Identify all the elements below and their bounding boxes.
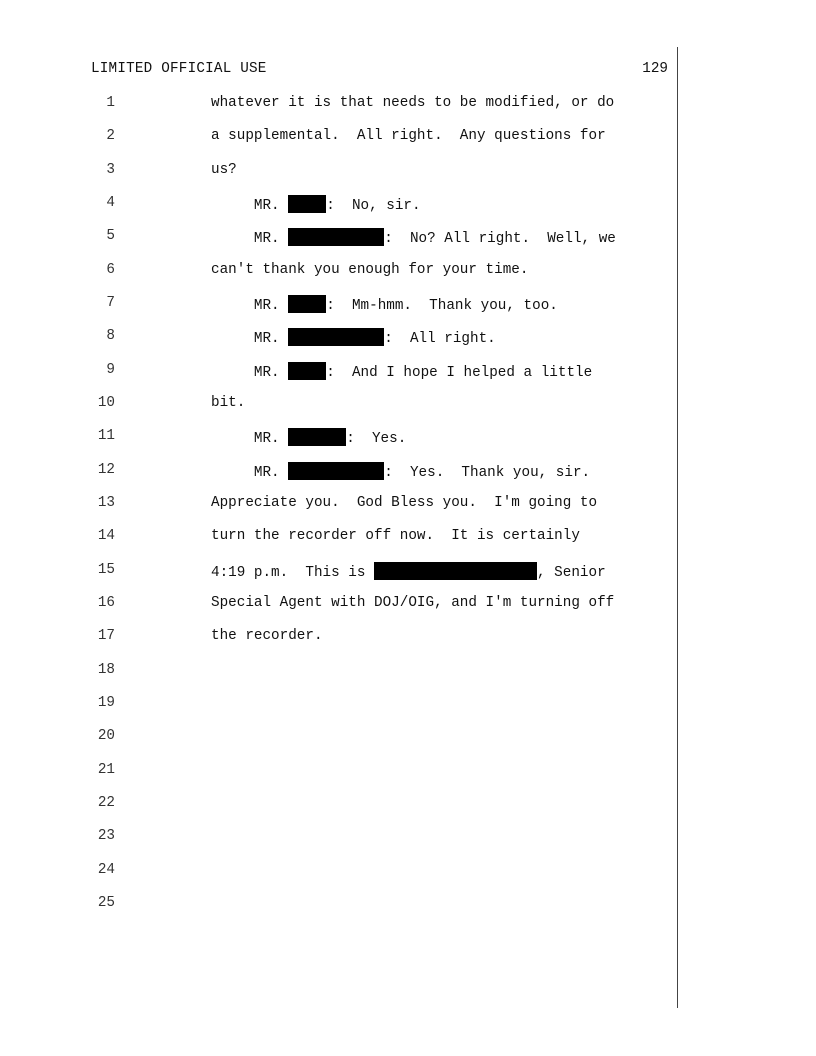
redaction-box	[288, 462, 384, 480]
speaker-text: : Yes. Thank you, sir.	[384, 465, 591, 481]
classification-header: LIMITED OFFICIAL USE	[91, 61, 267, 77]
redaction-box	[288, 228, 384, 246]
transcript-line	[211, 195, 421, 214]
line-number: 4	[106, 195, 115, 211]
transcript-line: the recorder.	[211, 628, 323, 644]
redaction-box	[288, 295, 326, 313]
speaker-text: : Mm-hmm. Thank you, too.	[326, 298, 558, 314]
speaker-prefix: MR.	[211, 365, 289, 381]
speaker-prefix: MR.	[211, 431, 289, 447]
right-margin-rule	[677, 47, 678, 1008]
line-number: 3	[106, 162, 115, 178]
speaker-prefix: MR.	[211, 231, 289, 247]
line-number: 15	[97, 562, 115, 578]
line-number: 13	[97, 495, 115, 511]
line-number: 16	[97, 595, 115, 611]
transcript-line	[211, 228, 616, 247]
transcript-line	[211, 562, 606, 581]
line-number: 6	[106, 262, 115, 278]
transcript-line	[211, 428, 406, 447]
line-number: 11	[97, 428, 115, 444]
line-number: 7	[106, 295, 115, 311]
transcript-line	[211, 328, 496, 347]
line-suffix: , Senior	[537, 565, 606, 581]
line-prefix: 4:19 p.m. This is	[211, 565, 375, 581]
line-number: 24	[97, 862, 115, 878]
line-number: 25	[97, 895, 115, 911]
transcript-line: turn the recorder off now. It is certainly	[211, 528, 580, 544]
transcript-line	[211, 362, 592, 381]
line-number: 5	[106, 228, 115, 244]
speaker-prefix: MR.	[211, 298, 289, 314]
line-number: 22	[97, 795, 115, 811]
transcript-line	[211, 462, 590, 481]
speaker-text: : Yes.	[346, 431, 407, 447]
speaker-prefix: MR.	[211, 198, 289, 214]
line-number: 17	[97, 628, 115, 644]
transcript-line: bit.	[211, 395, 246, 411]
redaction-box	[288, 362, 326, 380]
transcript-line	[211, 295, 558, 314]
line-number: 2	[106, 128, 115, 144]
line-number: 8	[106, 328, 115, 344]
line-number: 14	[97, 528, 115, 544]
speaker-text: : No? All right. Well, we	[384, 231, 616, 247]
redaction-box	[288, 195, 326, 213]
transcript-line: Special Agent with DOJ/OIG, and I'm turning off	[211, 595, 615, 611]
line-number: 9	[106, 362, 115, 378]
redaction-box	[288, 428, 346, 446]
transcript-line: us?	[211, 162, 237, 178]
line-number: 20	[97, 728, 115, 744]
line-number: 12	[97, 462, 115, 478]
speaker-text: : And I hope I helped a little	[326, 365, 593, 381]
transcript-line: Appreciate you. God Bless you. I'm going to	[211, 495, 598, 511]
speaker-prefix: MR.	[211, 465, 289, 481]
line-number: 19	[97, 695, 115, 711]
line-number: 18	[97, 662, 115, 678]
speaker-text: : All right.	[384, 331, 496, 347]
line-number: 21	[97, 762, 115, 778]
line-number: 1	[106, 95, 115, 111]
line-number: 23	[97, 828, 115, 844]
transcript-line: a supplemental. All right. Any questions for	[211, 128, 606, 144]
redaction-box	[288, 328, 384, 346]
line-number: 10	[97, 395, 115, 411]
speaker-prefix: MR.	[211, 331, 289, 347]
page-number: 129	[642, 61, 668, 77]
redaction-box	[374, 562, 537, 580]
transcript-line: can't thank you enough for your time.	[211, 262, 529, 278]
speaker-text: : No, sir.	[326, 198, 421, 214]
transcript-line: whatever it is that needs to be modified, or do	[211, 95, 615, 111]
